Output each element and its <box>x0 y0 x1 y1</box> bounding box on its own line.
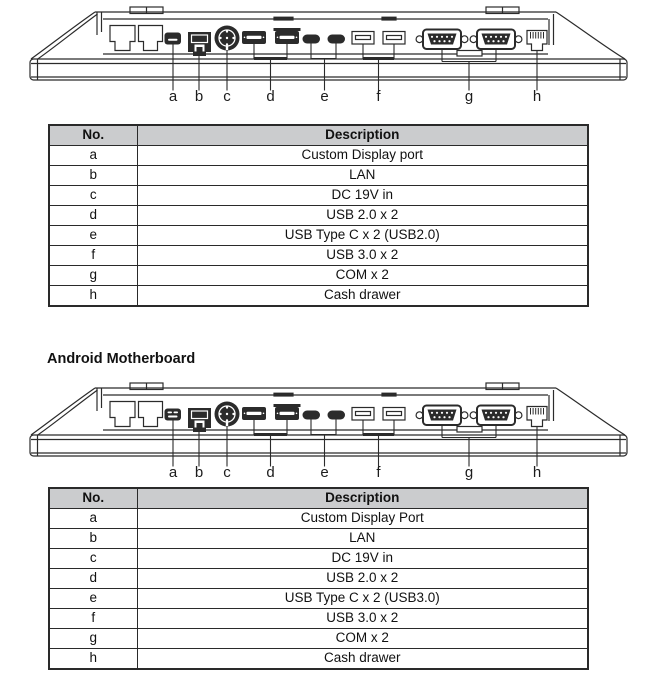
usb2-port-icons <box>242 404 301 420</box>
port-label-d: d <box>266 464 275 481</box>
port-label-e: e <box>320 88 329 105</box>
table-row <box>49 549 588 569</box>
description-column-header: Description <box>137 125 588 146</box>
port-description-cell: LAN <box>137 529 588 549</box>
port-label-c: c <box>223 464 231 481</box>
table-row <box>49 649 588 670</box>
port-description-cell: Cash drawer <box>137 649 588 670</box>
port-label-e: e <box>320 464 329 481</box>
port-letter-cell: e <box>49 226 137 246</box>
port-description-cell: Custom Display port <box>137 146 588 166</box>
port-letter-cell: b <box>49 529 137 549</box>
port-description-cell: USB 2.0 x 2 <box>137 206 588 226</box>
table-row <box>49 246 588 266</box>
description-column-header: Description <box>137 488 588 509</box>
usb3-port-icons <box>352 408 405 421</box>
table-row <box>49 226 588 246</box>
port-letter-cell: h <box>49 649 137 670</box>
table-row <box>49 166 588 186</box>
port-description-cell: USB 2.0 x 2 <box>137 569 588 589</box>
port-label-b: b <box>194 88 204 105</box>
no-column-header: No. <box>49 488 137 509</box>
rj-cutout-icons <box>110 26 163 51</box>
table-row <box>49 629 588 649</box>
port-description-cell: USB 3.0 x 2 <box>137 609 588 629</box>
port-letter-cell: h <box>49 286 137 307</box>
table-row <box>49 589 588 609</box>
mini-displayport-icon <box>165 409 182 421</box>
port-labels <box>169 464 541 481</box>
usb2-port-icons <box>242 28 301 44</box>
port-label-h: h <box>532 88 542 105</box>
usb-c-port-icons <box>303 411 346 420</box>
no-column-header: No. <box>49 125 137 146</box>
mini-displayport-icon <box>165 33 182 45</box>
port-description-cell: DC 19V in <box>137 549 588 569</box>
port-description-cell: Cash drawer <box>137 286 588 307</box>
port-label-g: g <box>464 464 474 481</box>
port-description-cell: USB Type C x 2 (USB3.0) <box>137 589 588 609</box>
dc-power-port-icon <box>215 402 240 427</box>
lan-port-icon <box>188 408 211 432</box>
table-row <box>49 569 588 589</box>
table-row <box>49 509 588 529</box>
port-letter-cell: f <box>49 609 137 629</box>
port-letter-cell: b <box>49 166 137 186</box>
port-description-table-android <box>48 487 589 670</box>
rear-ports-diagram-standard <box>0 2 646 107</box>
port-description-cell: USB Type C x 2 (USB2.0) <box>137 226 588 246</box>
android-motherboard-heading: Android Motherboard <box>47 351 196 367</box>
com-port-icons <box>416 406 522 433</box>
table-row <box>49 286 588 307</box>
com-port-icons <box>416 30 522 57</box>
table-row <box>49 529 588 549</box>
table-row <box>49 186 588 206</box>
port-description-cell: COM x 2 <box>137 266 588 286</box>
dc-power-port-icon <box>215 26 240 51</box>
port-description-cell: LAN <box>137 166 588 186</box>
table-row <box>49 609 588 629</box>
table-row <box>49 266 588 286</box>
port-letter-cell: a <box>49 146 137 166</box>
port-label-c: c <box>223 88 231 105</box>
table-row <box>49 206 588 226</box>
table-header-row <box>49 488 588 509</box>
port-label-g: g <box>464 88 474 105</box>
port-description-cell: COM x 2 <box>137 629 588 649</box>
usb-c-port-icons <box>303 35 346 44</box>
port-letter-cell: c <box>49 549 137 569</box>
port-letter-cell: g <box>49 266 137 286</box>
rear-ports-diagram-android <box>0 378 646 483</box>
port-label-b: b <box>194 464 204 481</box>
port-labels <box>169 88 541 105</box>
port-description-cell: DC 19V in <box>137 186 588 206</box>
table-header-row <box>49 125 588 146</box>
port-letter-cell: d <box>49 206 137 226</box>
usb3-port-icons <box>352 32 405 45</box>
port-letter-cell: a <box>49 509 137 529</box>
port-description-cell: Custom Display Port <box>137 509 588 529</box>
port-label-f: f <box>376 464 381 481</box>
port-label-h: h <box>532 464 542 481</box>
cash-drawer-port-icon <box>527 31 547 51</box>
port-letter-cell: d <box>49 569 137 589</box>
port-letter-cell: c <box>49 186 137 206</box>
port-label-d: d <box>266 88 275 105</box>
port-letter-cell: g <box>49 629 137 649</box>
lan-port-icon <box>188 32 211 56</box>
port-label-a: a <box>168 464 178 481</box>
table-row <box>49 146 588 166</box>
port-label-f: f <box>376 88 381 105</box>
port-label-a: a <box>168 88 178 105</box>
cash-drawer-port-icon <box>527 407 547 427</box>
rj-cutout-icons <box>110 402 163 427</box>
port-letter-cell: f <box>49 246 137 266</box>
port-letter-cell: e <box>49 589 137 609</box>
port-description-table-standard <box>48 124 589 307</box>
port-description-cell: USB 3.0 x 2 <box>137 246 588 266</box>
